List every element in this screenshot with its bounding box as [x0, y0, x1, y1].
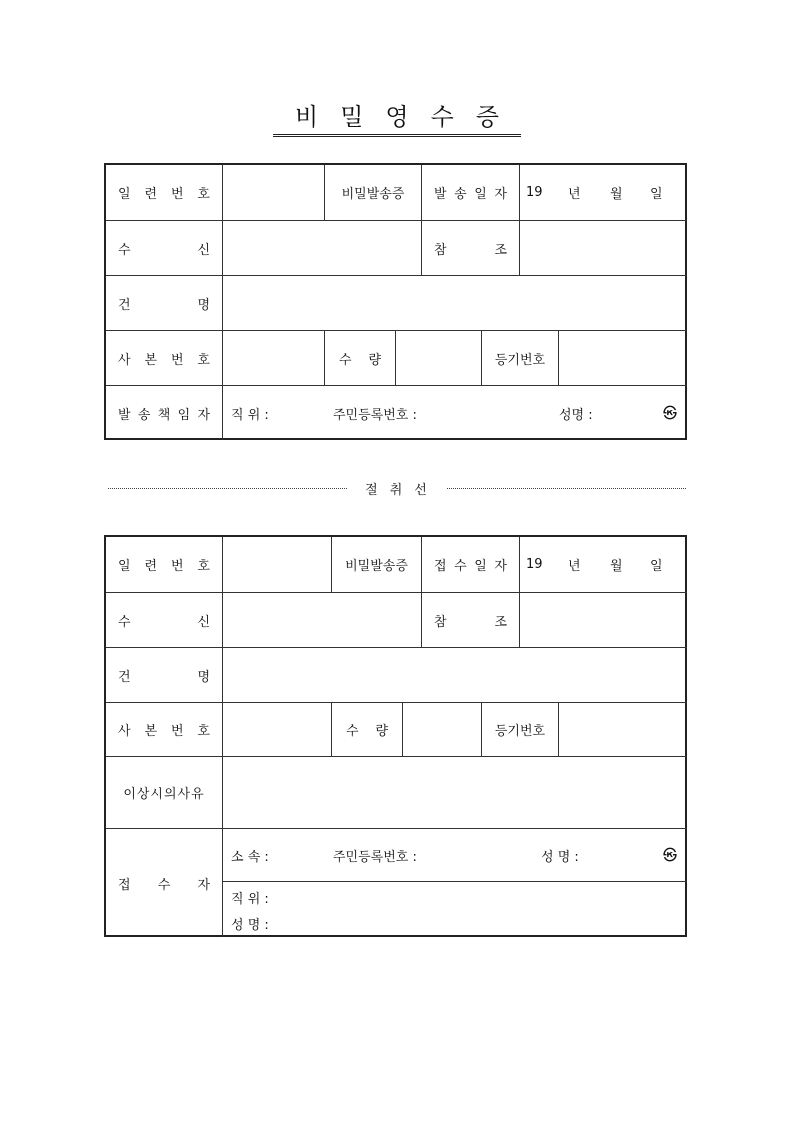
- label-char: 본: [144, 352, 158, 368]
- date-month-unit: 월: [610, 559, 623, 574]
- label-char: 사: [118, 724, 131, 739]
- registry-label: 등기번호: [482, 703, 559, 757]
- document-title: 비밀영수증: [0, 100, 794, 137]
- registry-field[interactable]: [559, 331, 687, 386]
- label-char: 번: [170, 724, 184, 739]
- date-year-unit: 년: [568, 559, 581, 574]
- label-char: 수: [118, 242, 131, 258]
- recv-date-label: [422, 537, 520, 593]
- label-char: 건: [118, 297, 131, 313]
- copy-no-label: [106, 703, 223, 757]
- name-line: 성 명 :: [231, 918, 269, 933]
- label-char: 명: [197, 297, 210, 313]
- label-char: 조: [494, 242, 507, 258]
- label-char: 량: [375, 724, 388, 739]
- quantity-field[interactable]: [403, 703, 482, 757]
- label-char: 번: [170, 352, 184, 368]
- label-char: 련: [144, 187, 158, 202]
- label-char: 본: [144, 724, 158, 739]
- subject-label: [106, 276, 223, 331]
- seal-icon: ㉿: [663, 406, 677, 422]
- label-char: 송: [454, 187, 467, 202]
- label-char: 책: [157, 407, 171, 423]
- label-char: 호: [197, 187, 210, 202]
- dotted-line-left: [108, 488, 347, 489]
- label-char: 참: [434, 614, 447, 630]
- label-char: 호: [197, 559, 210, 574]
- acceptor-label: [106, 829, 223, 937]
- label-char: 접: [118, 877, 131, 893]
- label-char: 번: [170, 559, 184, 574]
- quantity-label: [325, 331, 396, 386]
- label-char: 발: [118, 407, 131, 423]
- position-text: 직 위 :: [231, 407, 269, 423]
- label-char: 일: [474, 187, 487, 202]
- copy-no-field[interactable]: [223, 331, 325, 386]
- receiver-label: [106, 593, 223, 648]
- recv-date-field[interactable]: [520, 537, 687, 593]
- label-char: 수: [157, 877, 171, 893]
- acceptor-detail-field[interactable]: [223, 882, 687, 937]
- copy-no-label: [106, 331, 223, 386]
- label-char: 련: [144, 559, 158, 574]
- name-text: 성 명 :: [541, 849, 579, 865]
- label-char: 사: [118, 352, 131, 368]
- secret-send-label: 비밀발송증: [332, 537, 422, 593]
- registry-label: 등기번호: [482, 331, 559, 386]
- send-date-label: [422, 165, 520, 221]
- reference-label: [422, 221, 520, 276]
- position-line: 직 위 :: [231, 892, 269, 907]
- label-char: 자: [197, 407, 210, 423]
- acceptor-info-field[interactable]: [223, 829, 687, 882]
- receipt-form-bottom: [104, 535, 687, 937]
- date-month-unit: 월: [610, 187, 623, 202]
- send-date-field[interactable]: [520, 165, 687, 221]
- label-char: 수: [454, 559, 467, 574]
- dotted-line-right: [447, 488, 686, 489]
- affiliation-text: 소 속 :: [231, 849, 269, 865]
- label-char: 일: [118, 559, 131, 574]
- label-char: 자: [494, 559, 507, 574]
- cut-line: [108, 478, 686, 498]
- label-char: 일: [474, 559, 487, 574]
- quantity-label: [332, 703, 403, 757]
- anomaly-label: 이상시의사유: [106, 757, 223, 829]
- label-char: 접: [434, 559, 447, 574]
- cut-line-label: 절취선: [365, 482, 439, 498]
- receipt-form-top: [104, 163, 687, 440]
- label-char: 량: [368, 352, 381, 368]
- label-char: 발: [434, 187, 447, 202]
- resident-no-text: 주민등록번호 :: [333, 407, 417, 423]
- label-char: 송: [137, 407, 151, 423]
- label-char: 참: [434, 242, 447, 258]
- responsible-field[interactable]: [223, 386, 687, 440]
- label-char: 호: [197, 724, 210, 739]
- label-char: 신: [197, 614, 210, 630]
- label-char: 일: [118, 187, 131, 202]
- seal-icon: ㉿: [663, 848, 677, 864]
- label-char: 신: [197, 242, 210, 258]
- label-char: 명: [197, 669, 210, 685]
- serial-field[interactable]: [223, 537, 332, 593]
- receiver-field[interactable]: [223, 221, 422, 276]
- label-char: 번: [170, 187, 184, 202]
- label-char: 수: [346, 724, 359, 739]
- registry-field[interactable]: [559, 703, 687, 757]
- reference-label: [422, 593, 520, 648]
- label-char: 수: [118, 614, 131, 630]
- name-text: 성명 :: [559, 407, 593, 423]
- date-day-unit: 일: [650, 559, 663, 574]
- responsible-label: [106, 386, 223, 440]
- subject-field[interactable]: [223, 648, 687, 703]
- date-year-unit: 년: [568, 187, 581, 202]
- subject-label: [106, 648, 223, 703]
- date-year: 19: [526, 185, 543, 200]
- serial-label: [106, 537, 223, 593]
- receiver-label: [106, 221, 223, 276]
- secret-send-label: 비밀발송증: [325, 165, 422, 221]
- label-char: 조: [494, 614, 507, 630]
- resident-no-text: 주민등록번호 :: [333, 849, 417, 865]
- subject-field[interactable]: [223, 276, 687, 331]
- anomaly-field[interactable]: [223, 757, 687, 829]
- label-char: 임: [177, 407, 191, 423]
- label-char: 호: [197, 352, 210, 368]
- label-char: 자: [197, 877, 210, 893]
- date-day-unit: 일: [650, 187, 663, 202]
- receiver-field[interactable]: [223, 593, 422, 648]
- reference-field[interactable]: [520, 593, 687, 648]
- quantity-field[interactable]: [396, 331, 482, 386]
- reference-field[interactable]: [520, 221, 687, 276]
- label-char: 수: [339, 352, 352, 368]
- label-char: 자: [494, 187, 507, 202]
- date-year: 19: [526, 557, 543, 572]
- label-char: 건: [118, 669, 131, 685]
- serial-field[interactable]: [223, 165, 325, 221]
- serial-label: [106, 165, 223, 221]
- copy-no-field[interactable]: [223, 703, 332, 757]
